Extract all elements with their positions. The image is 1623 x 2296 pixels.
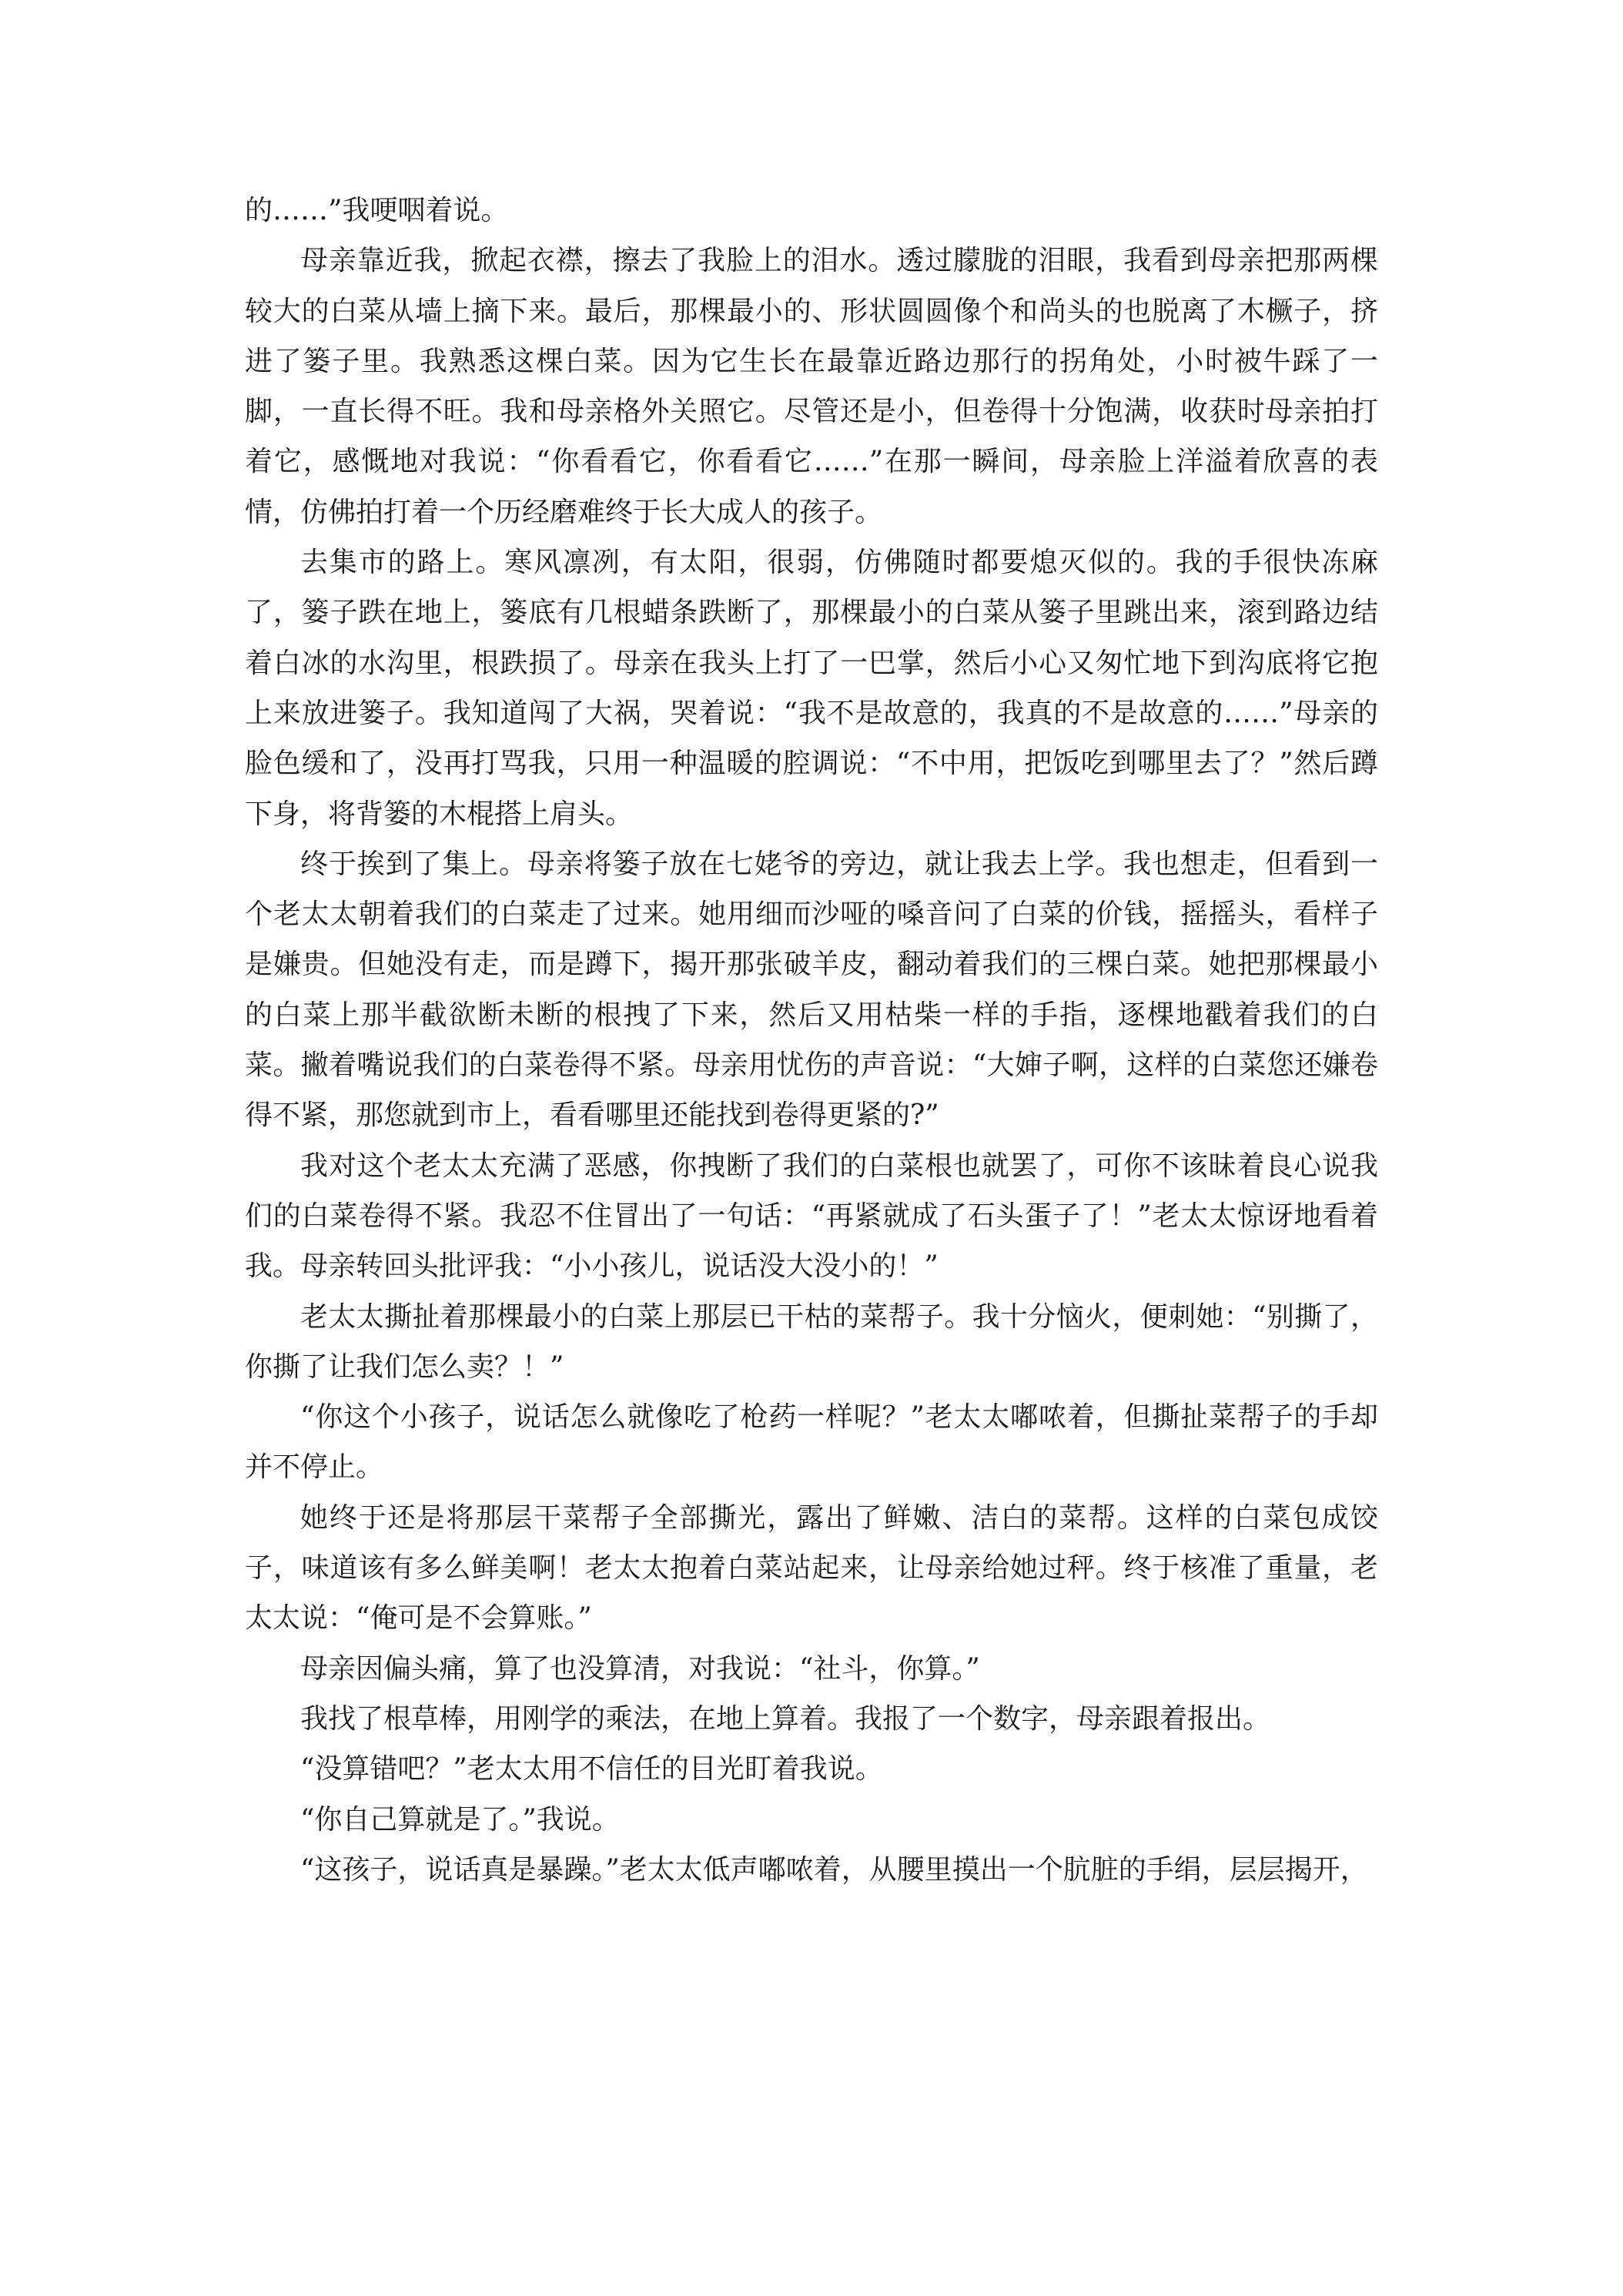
paragraph-4: 终于挨到了集上。母亲将篓子放在七姥爷的旁边，就让我去上学。我也想走，但看到一个老太太朝着我们的白菜走了过来。她用细而沙哑的嗓音问了白菜的价钱，摇摇头，看样子是嫌贵。但她没有走，而是蹲下，揭开那张破羊皮，翻动着我们的三棵白菜。她把那棵最小的白菜上那半截欲断未断的根拽了下来，然后又用枯柴一样的手指，逐棵地戳着我们的白菜。撇着嘴说我们的白菜卷得不紧。母亲用忧伤的声音说：“大婶子啊，这样的白菜您还嫌卷得不紧，那您就到市上，看看哪里还能找到卷得更紧的?”	[245, 848, 1378, 1132]
paragraph-1: 的……”我哽咽着说。	[245, 195, 509, 226]
paragraph-9: 母亲因偏头痛，算了也没算清，对我说：“社斗，你算。”	[300, 1652, 980, 1685]
paragraph-8: 她终于还是将那层干菜帮子全部撕光，露出了鲜嫩、洁白的菜帮。这样的白菜包成饺子，味道该有多么鲜美啊！老太太抱着白菜站起来，让母亲给她过秤。终于核准了重量，老太太说：“俺可是不会算账。”	[245, 1501, 1378, 1635]
paragraph-3: 去集市的路上。寒风凛冽，有太阳，很弱，仿佛随时都要熄灭似的。我的手很快冻麻了，篓子跌在地上，篓底有几根蜡条跌断了，那棵最小的白菜从篓子里跳出来，滚到路边结着白冰的水沟里，根跌损了。母亲在我头上打了一巴掌，然后小心又匆忙地下到沟底将它抱上来放进篓子。我知道闯了大祸，哭着说：“我不是故意的，我真的不是故意的……”母亲的脸色缓和了，没再打骂我，只用一种温暖的腔调说：“不中用，把饭吃到哪里去了？”然后蹲下身，将背篓的木棍搭上肩头。	[245, 547, 1378, 830]
paragraph-12: “你自己算就是了。”我说。	[300, 1803, 620, 1836]
document-page	[245, 186, 1378, 1895]
paragraph-6: 老太太撕扯着那棵最小的白菜上那层已干枯的菜帮子。我十分恼火，便刺她：“别撕了，你撕了让我们怎么卖？！”	[245, 1300, 1378, 1383]
paragraph-10: 我找了根草棒，用刚学的乘法，在地上算着。我报了一个数字，母亲跟着报出。	[300, 1702, 1271, 1735]
paragraph-11: “没算错吧？”老太太用不信任的目光盯着我说。	[300, 1753, 883, 1786]
paragraph-5: 我对这个老太太充满了恶感，你拽断了我们的白菜根也就罢了，可你不该昧着良心说我们的白菜卷得不紧。我忍不住冒出了一句话：“再紧就成了石头蛋子了！”老太太惊讶地看着我。母亲转回头批评我：“小小孩儿，说话没大没小的！”	[245, 1150, 1378, 1283]
paragraph-13: “这孩子，说话真是暴躁。”老太太低声嘟哝着，从腰里摸出一个肮脏的手绢，层层揭开，	[300, 1853, 1368, 1886]
paragraph-7: “你这个小孩子，说话怎么就像吃了枪药一样呢？”老太太嘟哝着，但撕扯菜帮子的手却并不停止。	[245, 1401, 1378, 1484]
paragraph-2: 母亲靠近我，掀起衣襟，擦去了我脸上的泪水。透过朦胧的泪眼，我看到母亲把那两棵较大的白菜从墙上摘下来。最后，那棵最小的、形状圆圆像个和尚头的也脱离了木橛子，挤进了篓子里。我熟悉这棵白菜。因为它生长在最靠近路边那行的拐角处，小时被牛踩了一脚，一直长得不旺。我和母亲格外关照它。尽管还是小，但卷得十分饱满，收获时母亲拍打着它，感慨地对我说：“你看看它，你看看它……”在那一瞬间，母亲脸上洋溢着欣喜的表情，仿佛拍打着一个历经磨难终于长大成人的孩子。	[245, 245, 1378, 528]
